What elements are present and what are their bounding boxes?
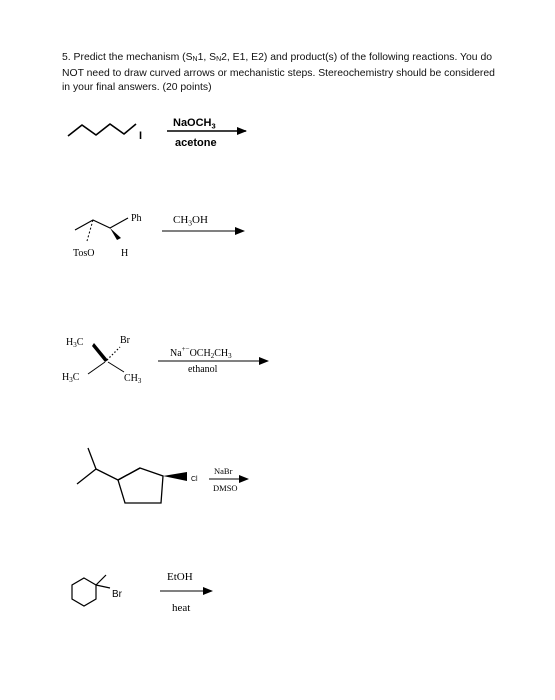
hydrogen-label: H: [121, 248, 129, 259]
reaction-3: [62, 335, 268, 385]
question-line-3: in your final answers. (20 points): [62, 82, 212, 94]
bromine-bond-5: [96, 585, 110, 588]
cyclohexane-ring: [72, 578, 96, 606]
methyl-wedge-bond: [92, 343, 108, 362]
reagent-3-above: $Na^+-OCH_2CH_3$: [170, 345, 232, 360]
chlorine-label: Cl: [191, 476, 198, 483]
methyl-bottom-label: $H_3C$: [62, 372, 80, 384]
reagent-3-below: ethanol: [188, 364, 218, 375]
bromine-label-3: Br: [120, 335, 130, 346]
question-line-2: NOT need to draw curved arrows or mechanistic steps. Stereochemistry should be considered: [62, 68, 495, 80]
substrate-2-skeleton: [75, 218, 128, 230]
bond-to-bottom-methyl: [88, 362, 105, 374]
reagent-2-above: $CH_3OH$: [173, 214, 208, 228]
cyclopentane-ring: [118, 468, 163, 503]
reagent-1-above: NaOCH$_3$: [173, 117, 216, 131]
reagent-5-below: heat: [172, 602, 191, 614]
methyl-bond: [96, 575, 106, 585]
hydrogen-wedge-bond: [110, 228, 121, 240]
tosyloxy-label: TosO: [73, 248, 95, 259]
bromine-label-5: Br: [112, 589, 122, 600]
isobutyl-chain: [77, 448, 96, 484]
reaction-5: [72, 571, 212, 614]
iodine-label: I: [139, 130, 143, 142]
reaction-4: [77, 448, 248, 503]
bromine-hashed-bond: [107, 347, 120, 360]
question-line-1: 5. Predict the mechanism ($S_N1$, $S_N2$, E1, E2) and product(s) of the following reactions. You do: [62, 52, 493, 63]
reaction-2: [73, 213, 244, 259]
substrate-1-skeleton: [68, 124, 136, 136]
reagent-5-above: EtOH: [167, 571, 193, 583]
methyl-right-label: $CH_3$: [124, 373, 142, 385]
reagent-4-below: DMSO: [213, 483, 238, 493]
reaction-1: [68, 117, 246, 149]
phenyl-label: Ph: [131, 213, 142, 224]
reagent-1-below: acetone: [175, 137, 217, 149]
link-to-ring: [96, 468, 140, 480]
methyl-top-label: $H_3C$: [66, 337, 84, 349]
bond-to-right-methyl: [108, 362, 124, 372]
reagent-4-above: NaBr: [214, 466, 233, 476]
chlorine-wedge-bond: [163, 472, 187, 481]
